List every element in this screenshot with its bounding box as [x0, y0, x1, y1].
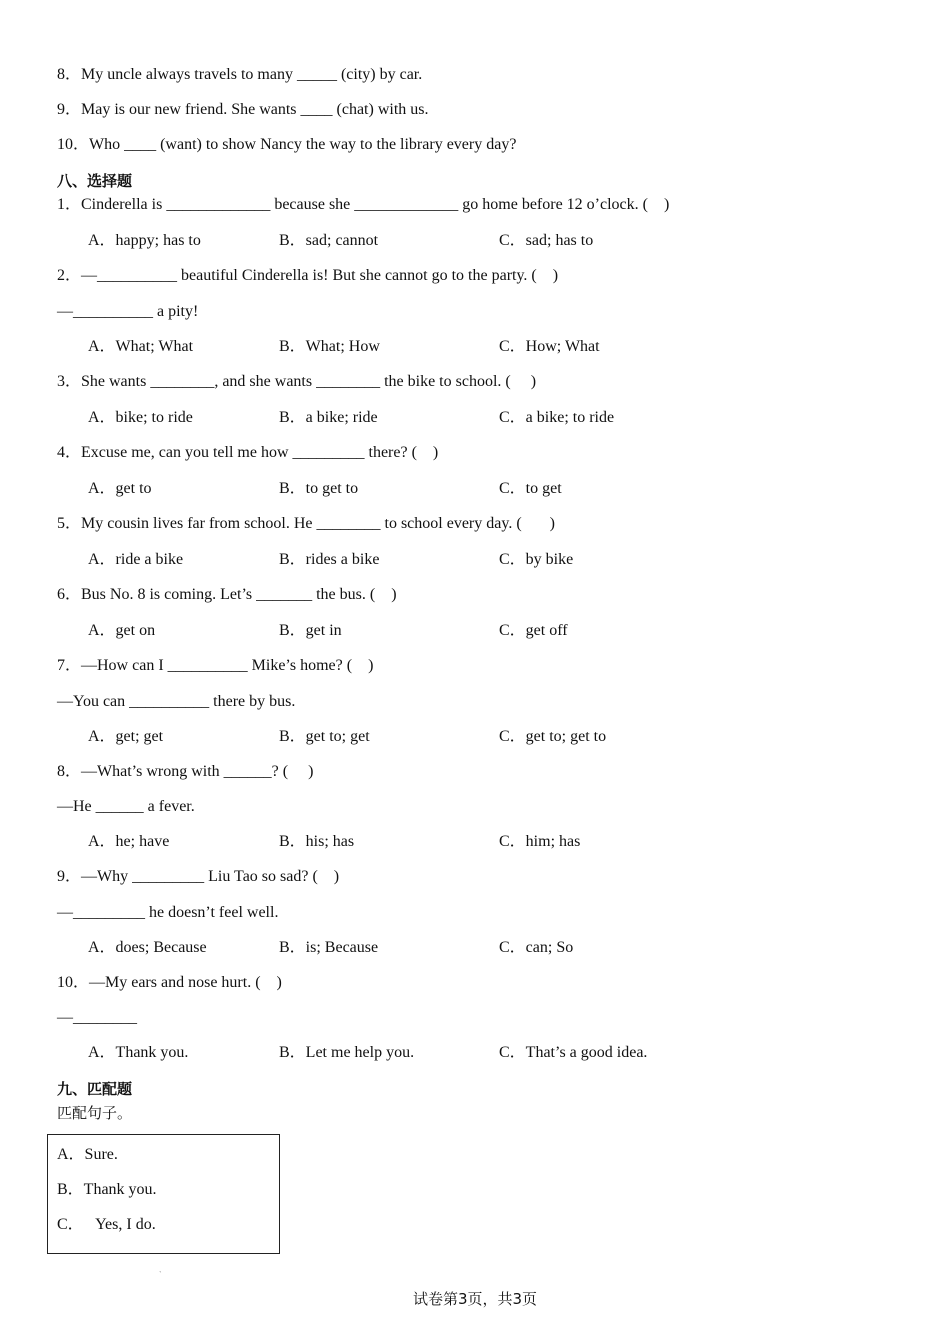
question-6: 6．Bus No. 8 is coming. Let’s _______ the bus. ( ) [57, 586, 397, 603]
question-5: 5．My cousin lives far from school. He ________ to school every day. ( ) [57, 515, 555, 532]
box-item-c: C． Yes, I do. [57, 1216, 156, 1233]
q4-option-c: C．to get [499, 480, 562, 497]
question-1: 1．Cinderella is _____________ because she _____________ go home before 12 o’clock. ( ) [57, 196, 670, 213]
question-7-reply: —You can __________ there by bus. [57, 693, 296, 710]
question-10-reply: —________ [57, 1009, 137, 1026]
q1-option-c: C．sad; has to [499, 232, 594, 249]
q6-option-a: A．get on [88, 622, 156, 639]
q5-option-a: A．ride a bike [88, 551, 184, 568]
q4-option-b: B．to get to [279, 480, 359, 497]
q2-option-c: C．How; What [499, 338, 600, 355]
q5-option-c: C．by bike [499, 551, 574, 568]
question-9-reply: —_________ he doesn’t feel well. [57, 904, 279, 921]
q8-option-b: B．his; has [279, 833, 355, 850]
question-3: 3．She wants ________, and she wants ________ the bike to school. ( ) [57, 373, 537, 390]
q10-option-a: A．Thank you. [88, 1044, 189, 1061]
q9-option-c: C．can; So [499, 939, 574, 956]
q3-option-b: B．a bike; ride [279, 409, 378, 426]
q9-option-b: B．is; Because [279, 939, 379, 956]
box-item-a: A．Sure. [57, 1146, 118, 1163]
q2-option-a: A．What; What [88, 338, 194, 355]
q9-option-a: A．does; Because [88, 939, 207, 956]
matching-instruction: 匹配句子。 [57, 1104, 133, 1122]
question-7: 7．—How can I __________ Mike’s home? ( ) [57, 657, 374, 674]
fill-blank-8: 8．My uncle always travels to many _____ (city) by car. [57, 66, 423, 83]
q3-option-c: C．a bike; to ride [499, 409, 615, 426]
box-item-b: B．Thank you. [57, 1181, 157, 1198]
q7-option-a: A．get; get [88, 728, 164, 745]
q7-option-c: C．get to; get to [499, 728, 607, 745]
q8-option-c: C．him; has [499, 833, 581, 850]
question-10: 10．—My ears and nose hurt. ( ) [57, 974, 282, 991]
q4-option-a: A．get to [88, 480, 152, 497]
question-2-reply: —__________ a pity! [57, 303, 199, 320]
q5-option-b: B．rides a bike [279, 551, 380, 568]
q8-option-a: A．he; have [88, 833, 170, 850]
q1-option-b: B．sad; cannot [279, 232, 379, 249]
q2-option-b: B．What; How [279, 338, 380, 355]
page-footer: 试卷第3页，共3页 [412, 1290, 538, 1308]
q1-option-a: A．happy; has to [88, 232, 201, 249]
question-8: 8．—What’s wrong with ______? ( ) [57, 763, 314, 780]
question-9: 9．—Why _________ Liu Tao so sad? ( ) [57, 868, 340, 885]
fill-blank-9: 9．May is our new friend. She wants ____ (chat) with us. [57, 101, 429, 118]
q6-option-c: C．get off [499, 622, 568, 639]
q10-option-c: C．That’s a good idea. [499, 1044, 648, 1061]
q3-option-a: A．bike; to ride [88, 409, 193, 426]
q10-option-b: B．Let me help you. [279, 1044, 415, 1061]
question-4: 4．Excuse me, can you tell me how _________ there? ( ) [57, 444, 439, 461]
q7-option-b: B．get to; get [279, 728, 370, 745]
question-2: 2．—__________ beautiful Cinderella is! But she cannot go to the party. ( ) [57, 267, 559, 284]
section-heading-matching: 九、匹配题 [57, 1080, 133, 1098]
fill-blank-10: 10．Who ____ (want) to show Nancy the way to the library every day? [57, 136, 517, 153]
q6-option-b: B．get in [279, 622, 342, 639]
question-8-reply: —He ______ a fever. [57, 798, 195, 815]
section-heading-choice: 八、选择题 [57, 172, 133, 190]
stray-mark: ` [159, 1270, 162, 1279]
